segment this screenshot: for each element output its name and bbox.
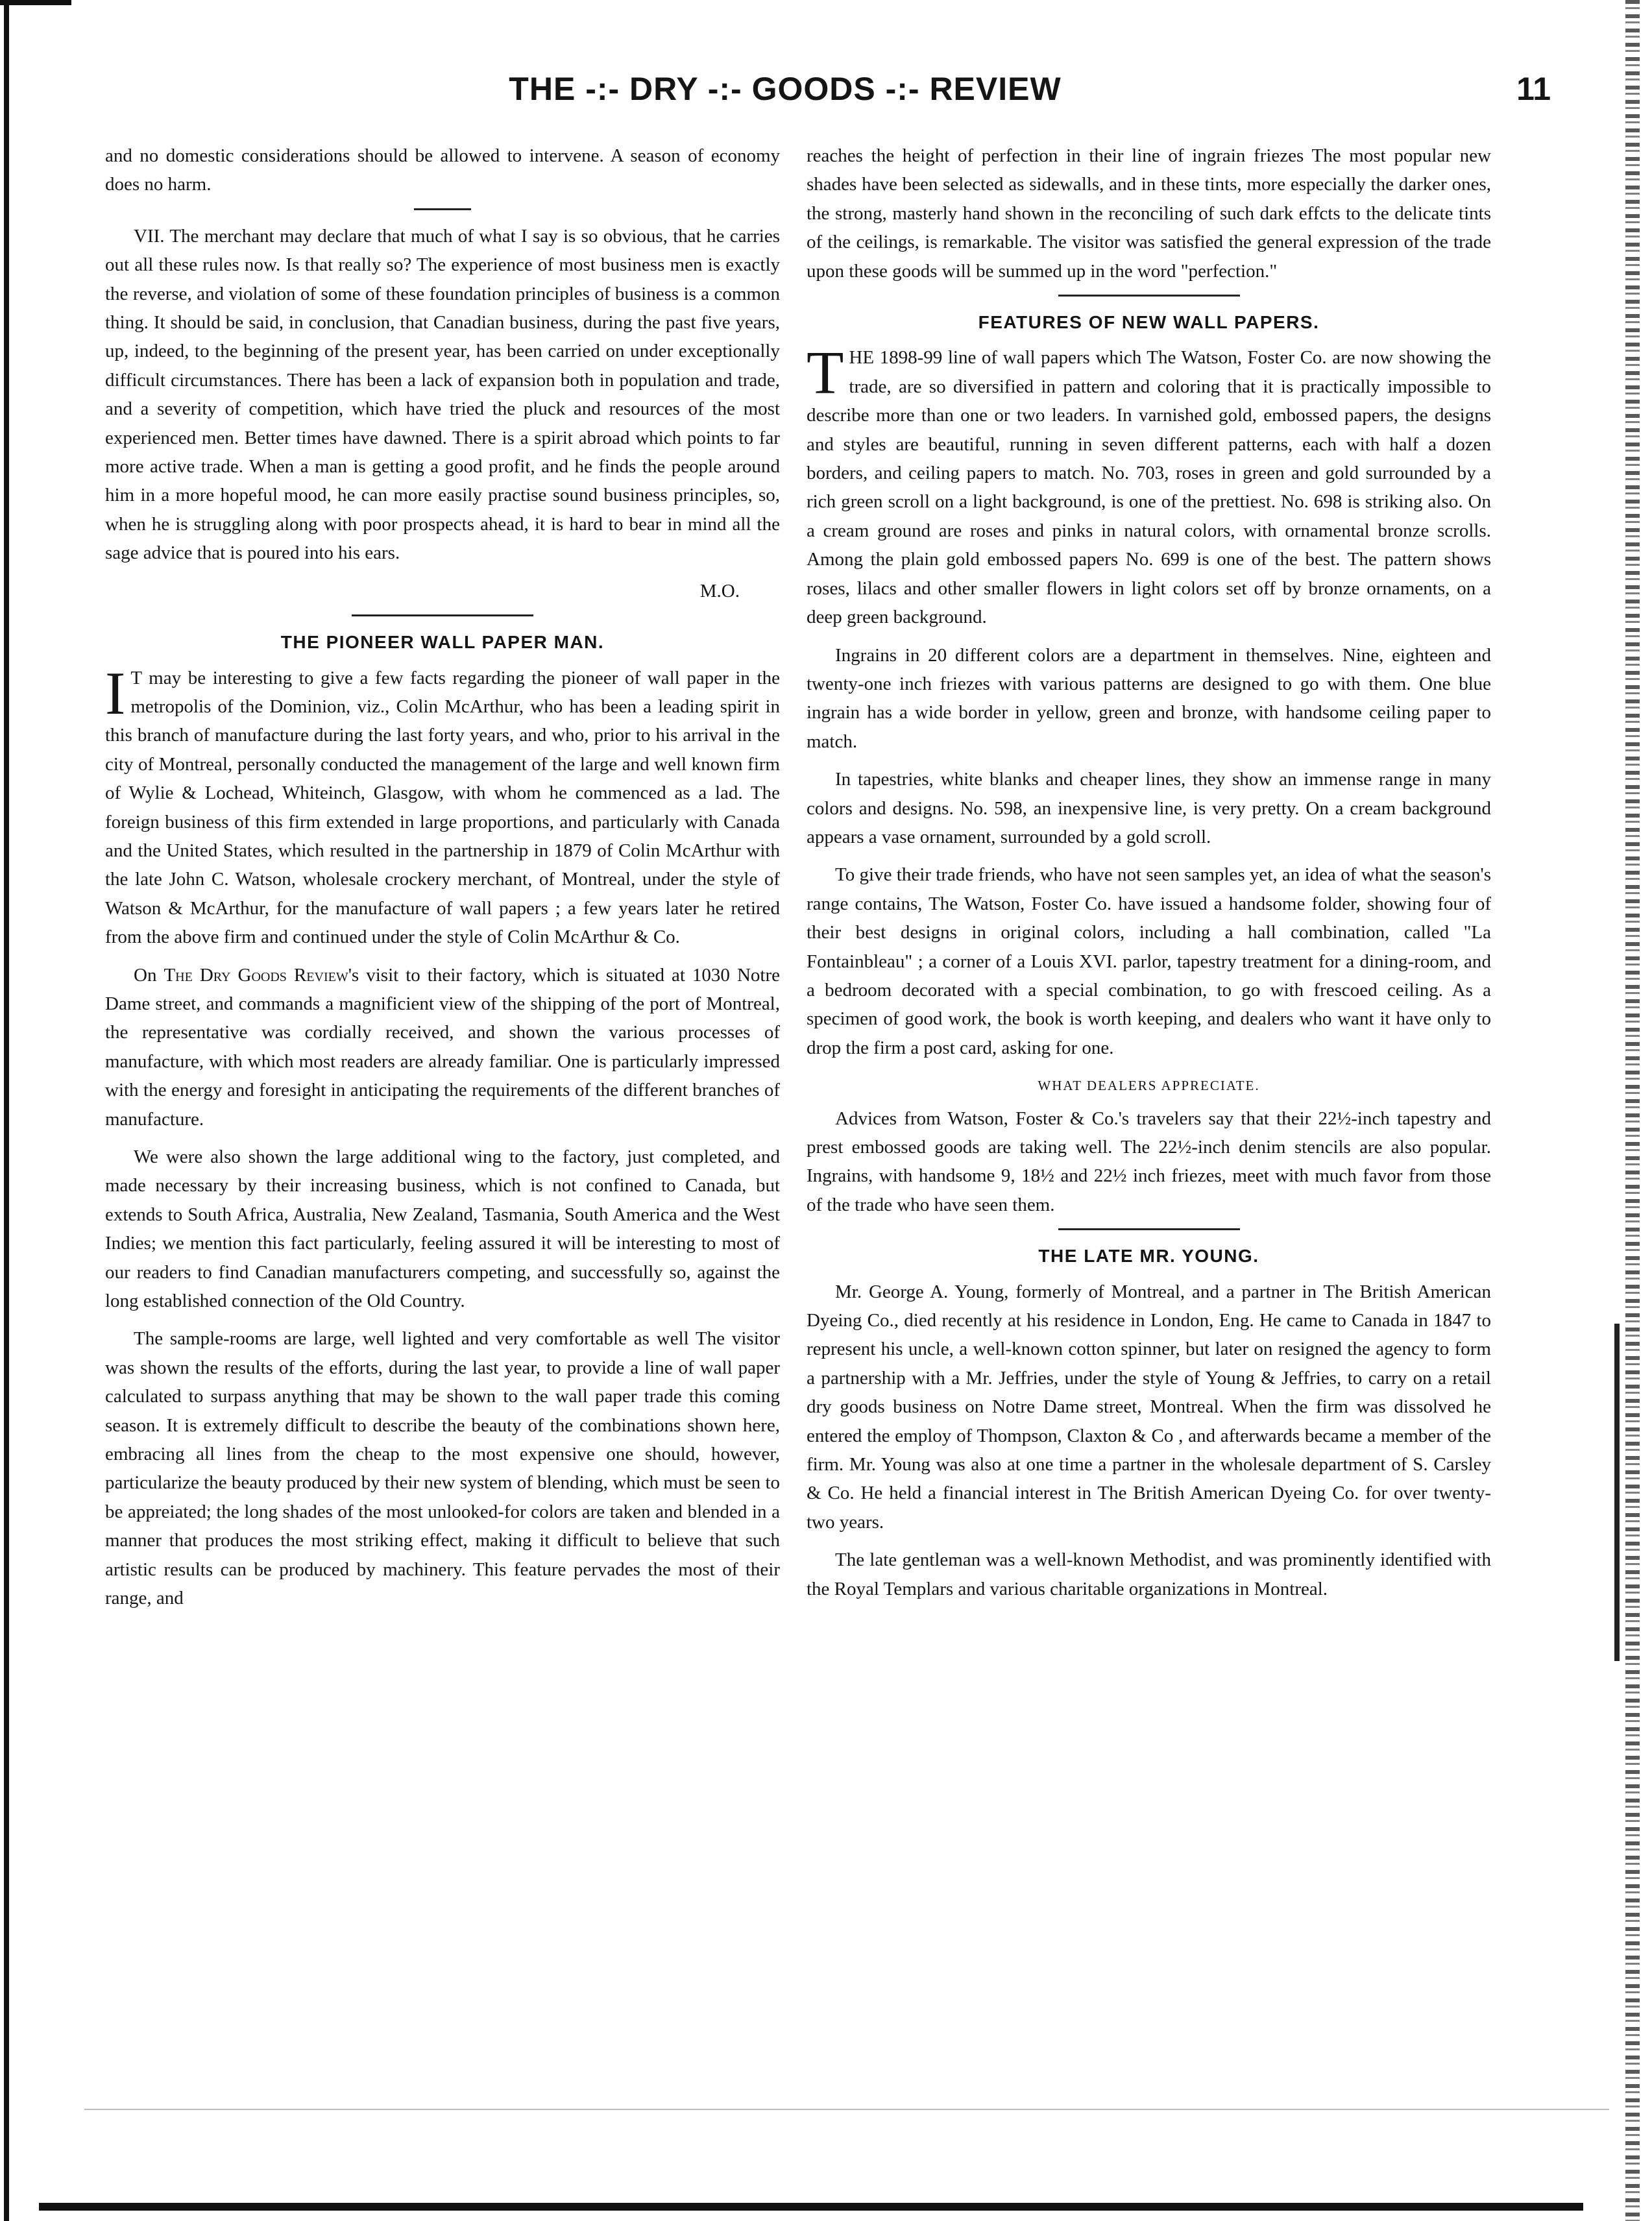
section-rule — [352, 614, 533, 616]
left-column — [105, 141, 780, 1622]
page-edge-top — [0, 0, 71, 5]
binding-mark — [1614, 1324, 1620, 1661]
subheading-dealers: WHAT DEALERS APPRECIATE. — [1038, 1078, 1260, 1094]
section-rule — [1058, 1228, 1240, 1230]
bottom-hairline — [84, 2109, 1609, 2110]
paragraph-text: T may be interesting to give a few facts regarding the pioneer of wall paper in the metropolis of the Dominion, viz., Colin McArthur, who has been a leading spirit in this branch of manufacture during the last forty years, and who, prior to his arrival in the city of Montreal, personally conducted the management of the large and well known firm of Wylie & Lochead, Whiteinch, Glasgow, with whom he commenced as a lad. The foreign business of this firm extended in large proportions, and particularly with Canada and the United States, which resulted in the partnership in 1879 of Colin McArthur with the late John C. Watson, wholesale crockery merchant, of Montreal, under the style of Watson & McArthur, for the manufacture of wall papers ; a few years later he retired from the above firm and continued under the style of Colin McArthur & Co. — [105, 667, 780, 948]
paragraph-lead: On — [134, 964, 164, 986]
drop-cap: I — [105, 659, 126, 727]
paragraph-text: 's visit to their factory, which is situated at 1030 Notre Dame street, and commands a magnificient view of the shipping of the port of Montreal, the representative was cordially received, and shown the various processes of manufacture, with which most readers are already familiar. One is particularly impressed with the energy and foresight in anticipating the requirements of the different branches of manufacture. — [105, 964, 780, 1130]
masthead-title: THE -:- DRY -:- GOODS -:- REVIEW — [509, 71, 1062, 107]
article-heading-features: FEATURES OF NEW WALL PAPERS. — [978, 312, 1320, 333]
article-paragraph: We were also shown the large additional wing to the factory, just completed, and made necessary by their increasing business, which is not confined to Canada, but extends to South Africa, Australia, New Zealand, Tasmania, South America and the West Indies; we mention this fact particularly, feeling assured it will be interesting to most of our readers to find Canadian manufacturers competing, and successfully so, against the long established connection of the Old Country. — [105, 1147, 780, 1312]
article-paragraph: The late gentleman was a well-known Methodist, and was prominently identified with the Royal Templars and various charitable organizations in Montreal. — [807, 1549, 1491, 1599]
drop-cap: T — [807, 339, 844, 407]
article-paragraph: Ingrains in 20 different colors are a department in themselves. Nine, eighteen and twenty-one inch friezes with various patterns are designed to go with them. One blue ingrain has a wide border in yellow, green and bronze, with handsome ceiling paper to match. — [807, 644, 1491, 752]
article-paragraph: The sample-rooms are large, well lighted and very comfortable as well The visitor was shown the results of the efforts, during the last year, to provide a line of wall paper calculated to surpass anything that may be shown to the wall paper trade this coming season. It is extremely difficult to describe the beauty of the combinations shown here, embracing all lines from the cheap to the most expensive one should, however, particularize the beauty produced by their new system of blending, which must be seen to be appreiated; the long shades of the most unlooked-for colors are taken and blended in a manner that produces the most striking effect, making it difficult to believe that such artistic results can be produced by machinery. This feature pervades the most of their range, and — [105, 1328, 780, 1609]
section-rule — [1058, 295, 1240, 297]
article-paragraph: In tapestries, white blanks and cheaper lines, they show an immense range in many colors and designs. No. 598, an inexpensive line, is very pretty. On a cream background appears a vase ornament, surrounded by a gold scroll. — [807, 769, 1491, 847]
article-paragraph: VII. The merchant may declare that much of what I say is so obvious, that he carries out all these rules now. Is that really so? The experience of most business men is exactly the reverse, and violation of some of these foundation principles of business is a common thing. It should be said, in conclusion, that Canadian business, during the past five years, up, indeed, to the beginning of the present year, has been carried on under exceptionally difficult circumstances. There has been a lack of expansion both in population and trade, and a severity of competition, which have tried the pluck and resources of the most experienced men. Better times have dawned. There is a spirit abroad which points to far more active trade. When a man is getting a good profit, and he finds the people around him in a more hopeful mood, he can more easily practise sound business principles, so, when he is struggling along with poor prospects ahead, it is hard to bear in mind all the sage advice that is poured into his ears. — [105, 225, 780, 564]
article-paragraph: Advices from Watson, Foster & Co.'s travelers say that their 22½-inch tapestry and prest embossed goods are taking well. The 22½-inch denim stencils are also popular. Ingrains, with handsome 9, 18½ and 22½ inch friezes, meet with much favor from those of the trade who have seen them. — [807, 1108, 1491, 1215]
continued-paragraph: and no domestic considerations should be allowed to intervene. A season of economy does no harm. — [105, 145, 780, 195]
page-edge-left — [4, 0, 9, 2221]
section-rule — [414, 208, 471, 210]
publication-name: The Dry Goods Review — [164, 964, 348, 986]
article-paragraph: Mr. George A. Young, formerly of Montreal, and a partner in The British American Dyeing Co., died recently at his residence in London, Eng. He came to Canada in 1847 to represent his uncle, a well-known cotton spinner, but later on resigned the agency to form a partnership with a Mr. Jeffries, under the style of Young & Jeffries, to carry on a retail dry goods business on Notre Dame street, Montreal. When the firm was dissolved he entered the employ of Thompson, Claxton & Co , and afterwards became a member of the firm. Mr. Young was also at one time a partner in the wholesale department of S. Carsley & Co. He held a financial interest in The British American Dyeing Co. for over twenty-two years. — [807, 1281, 1491, 1533]
article-paragraph — [807, 339, 1491, 631]
article-heading-young: THE LATE MR. YOUNG. — [1038, 1246, 1259, 1267]
page-edge-right — [1625, 0, 1640, 2221]
author-signature: M.O. — [699, 580, 740, 601]
paragraph-text: HE 1898-99 line of wall papers which The Watson, Foster Co. are now showing the trade, are so diversified in pattern and coloring that it is practically impossible to describe more than one or two leaders. In varnished gold, embossed papers, the designs and styles are beautiful, running in seven different patterns, each with half a dozen borders, and ceiling papers to match. No. 703, roses in green and gold surrounded by a rich green scroll on a light background, is one of the prettiest. No. 698 is striking also. On a cream ground are roses and pinks in natural colors, with ornamental bronze scrolls. Among the plain gold embossed papers No. 699 is one of the best. The pattern shows roses, lilacs and other smaller flowers in light colors set off by bronze ornaments, on a deep green background. — [807, 347, 1491, 628]
article-paragraph — [105, 659, 780, 952]
continued-paragraph: reaches the height of perfection in their line of ingrain friezes The most popular new shades have been selected as sidewalls, and in these tints, more especially the darker ones, the strong, masterly hand shown in the reconciling of such dark effcts to the delicate tints of the ceilings, is remarkable. The visitor was satisfied the general expression of the trade upon these goods will be summed up in the word "perfection." — [807, 145, 1491, 282]
article-paragraph — [105, 961, 780, 1134]
page-number: 11 — [1516, 71, 1551, 107]
article-paragraph: To give their trade friends, who have not seen samples yet, an idea of what the season's range contains, The Watson, Foster Co. have issued a handsome folder, showing four of their best designs in original colors, including a hall combination, called "La Fontainbleau" ; a corner of a Louis XVI. parlor, tapestry treatment for a dining-room, and a bedroom decorated with a special combination, to go with frescoed ceiling. As a specimen of good work, the book is worth keeping, and dealers who want it have only to drop the firm a post card, asking for one. — [807, 864, 1491, 1058]
page-edge-bottom — [39, 2203, 1583, 2211]
article-heading-pioneer: THE PIONEER WALL PAPER MAN. — [280, 632, 605, 653]
right-column — [807, 141, 1491, 1612]
